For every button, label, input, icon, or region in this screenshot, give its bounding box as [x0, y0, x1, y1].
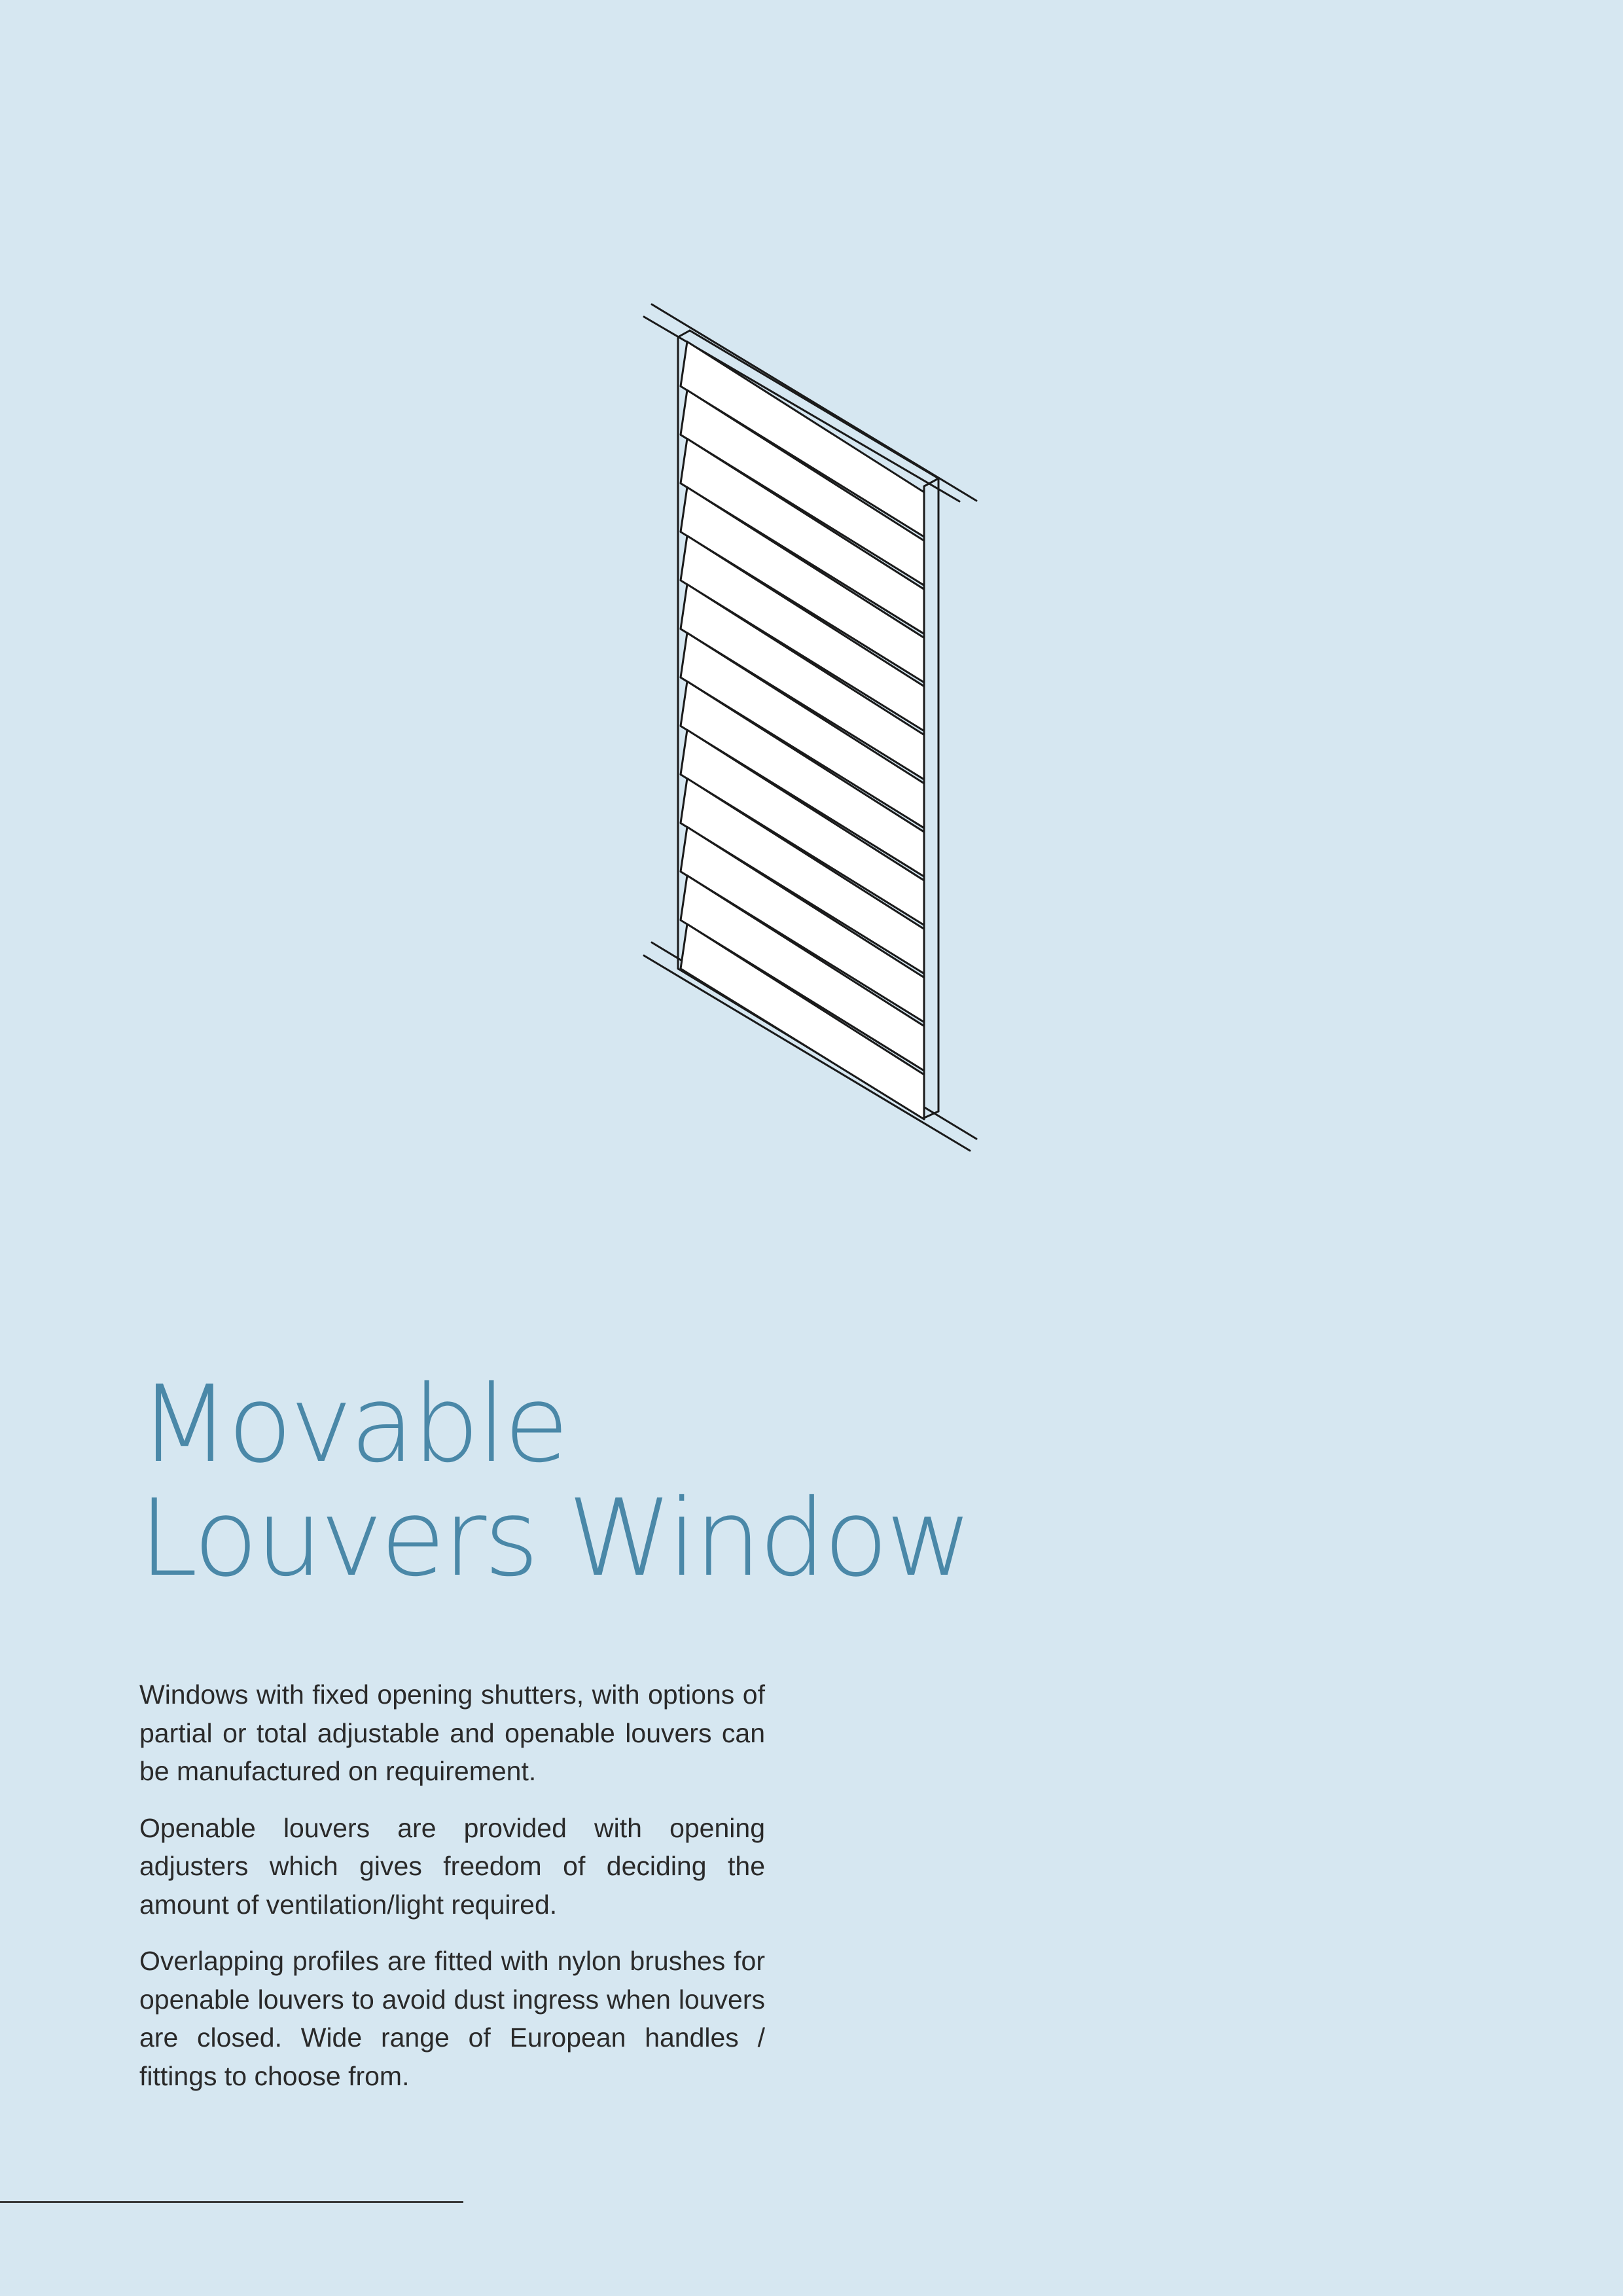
title-line-2: Louvers Window [139, 1477, 970, 1600]
footer-rule [0, 2201, 463, 2203]
title-line-1: Movable [139, 1363, 567, 1486]
page-title [139, 1363, 970, 1600]
paragraph-1: Windows with fixed opening shutters, with options of partial or total adjustable and openable louvers can be manufactured on requirement. [139, 1679, 765, 1786]
description [139, 1676, 765, 2113]
paragraph-3: Overlapping profiles are fitted with nylon brushes for openable louvers to avoid dust ingress when louvers are closed. Wide range of European handles / fittings to choose from. [139, 1946, 765, 2091]
louvered-window-drawing-icon [628, 288, 995, 1165]
paragraph-2: Openable louvers are provided with opening adjusters which gives freedom of deciding the amount of ventilation/light required. [139, 1812, 765, 1920]
